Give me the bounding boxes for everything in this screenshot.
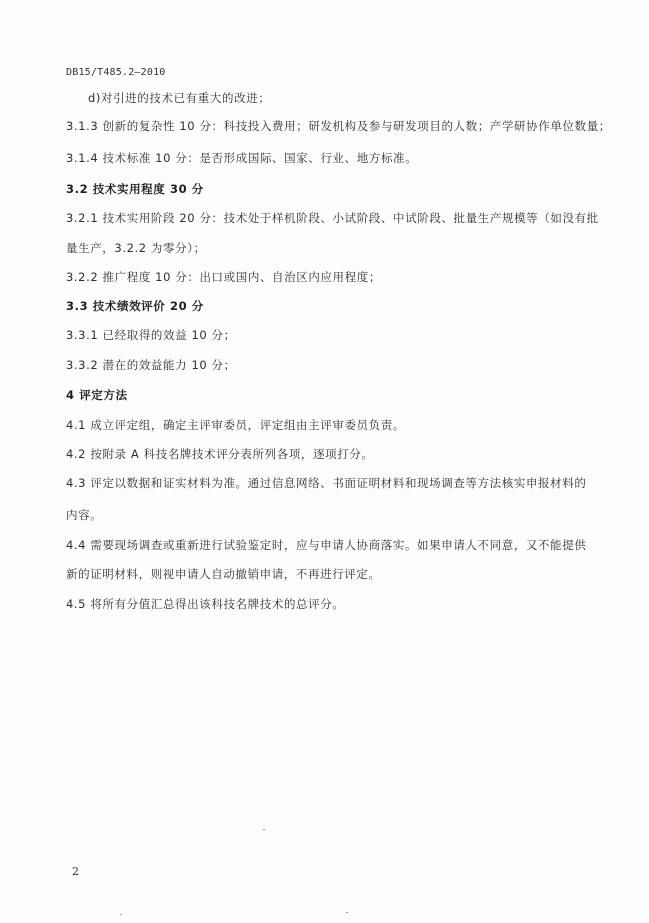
clause-3-3-1: 3.3.1 已经取得的效益 10 分； <box>66 328 236 342</box>
page-number: 2 <box>72 865 79 878</box>
clause-4-5: 4.5 将所有分值汇总得出该科技名牌技术的总评分。 <box>66 597 345 611</box>
section-heading-3-3: 3.3 技术绩效评价 20 分 <box>66 299 204 313</box>
clause-4-1: 4.1 成立评定组，确定主评审委员，评定组由主评审委员负责。 <box>66 418 405 432</box>
clause-4-2: 4.2 按附录 A 科技名牌技术评分表所列各项，逐项打分。 <box>66 447 374 461</box>
scan-speck <box>263 829 265 830</box>
clause-3-3-2: 3.3.2 潜在的效益能力 10 分； <box>66 358 236 372</box>
clause-3-2-1: 3.2.1 技术实用阶段 20 分：技术处于样机阶段、小试阶段、中试阶段、批量生产规模等（如没有批 <box>66 211 599 225</box>
clause-3-2-1-continuation: 量生产，3.2.2 为零分）； <box>66 241 206 255</box>
scan-speck <box>120 914 122 915</box>
clause-4-3: 4.3 评定以数据和证实材料为准。通过信息网络、书面证明材料和现场调查等方法核实申报材料的 <box>66 476 587 490</box>
section-heading-3-2: 3.2 技术实用程度 30 分 <box>66 182 204 196</box>
clause-3-2-2: 3.2.2 推广程度 10 分：出口或国内、自治区内应用程度； <box>66 270 381 284</box>
clause-4-4: 4.4 需要现场调查或重新进行试验鉴定时，应与申请人协商落实。如果申请人不同意，又不能提供 <box>66 538 587 552</box>
clause-3-1-4: 3.1.4 技术标准 10 分：是否形成国际、国家、行业、地方标准。 <box>66 151 418 165</box>
chapter-heading-4: 4 评定方法 <box>66 388 128 402</box>
clause-3-1-3: 3.1.3 创新的复杂性 10 分：科技投入费用；研发机构及参与研发项目的人数；产学研协作单位数量； <box>66 119 611 133</box>
clause-4-3-continuation: 内容。 <box>66 508 103 522</box>
clause-4-4-continuation: 新的证明材料，则视申请人自动撤销申请，不再进行评定。 <box>66 567 381 581</box>
scan-speck <box>346 912 348 913</box>
standard-code: DB15/T485.2—2010 <box>66 67 166 78</box>
list-item-d: d)对引进的技术已有重大的改进； <box>88 91 271 105</box>
